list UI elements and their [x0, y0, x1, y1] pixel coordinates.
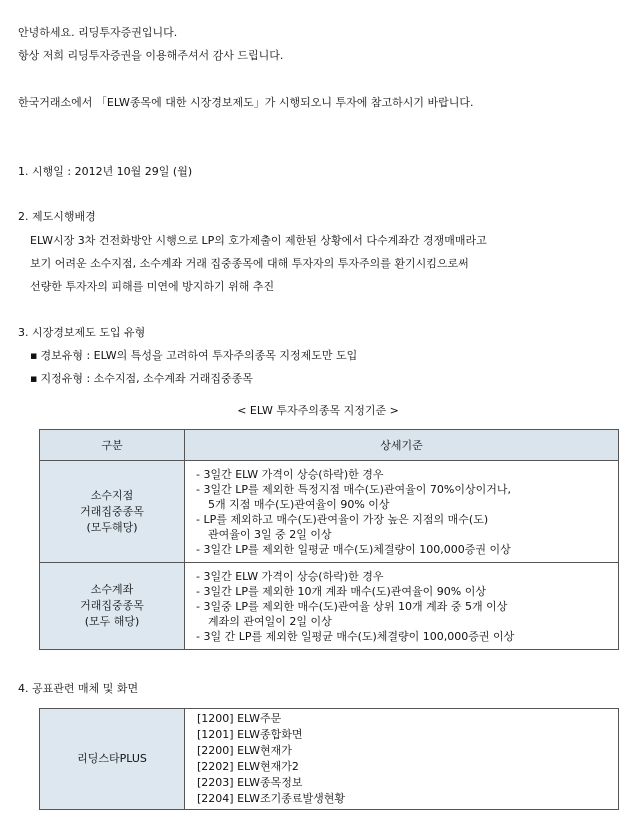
header-details: 상세기준: [185, 430, 619, 461]
criteria-row-few-accounts: [40, 563, 619, 650]
criteria-line: - 3일간 LP를 제외한 일평균 매수(도)체결량이 100,000증권 이상: [196, 542, 511, 556]
intro-text: 한국거래소에서 「ELW종목에 대한 시장경보제도」가 시행되오니 투자에 참고하시기 바랍니다.: [18, 96, 474, 109]
screen-item: [2203] ELW종목정보: [197, 776, 303, 789]
criteria-table-caption: < ELW 투자주의종목 지정기준 >: [237, 404, 399, 417]
section-3-title: 3. 시장경보제도 도입 유형: [18, 326, 146, 339]
criteria-row-few-branches: [40, 461, 619, 563]
criteria-line: 5개 지점 매수(도)관여율이 90% 이상: [208, 497, 390, 511]
criteria-line: - 3일간 ELW 가격이 상승(하락)한 경우: [196, 467, 384, 481]
section-2-line-2: 보기 어려운 소수지점, 소수계좌 거래 집중종목에 대해 투자자의 투자주의를 환기시킴으로써: [30, 257, 469, 270]
screen-item: [2204] ELW조기종료발생현황: [197, 792, 346, 805]
media-name-cell: 리딩스타PLUS: [40, 709, 185, 810]
section-2-line-3: 선량한 투자자의 피해를 미연에 방지하기 위해 추진: [30, 280, 275, 293]
screen-list-cell: [185, 709, 619, 810]
criteria-line: - LP를 제외하고 매수(도)관여율이 가장 높은 지점의 매수(도): [196, 512, 489, 526]
screen-item: [2202] ELW현재가2: [197, 760, 299, 773]
category-label: 거래집중종목: [80, 599, 144, 612]
section-3-bullet-designation-type: ▪ 지정유형 : 소수지점, 소수계좌 거래집중종목: [30, 372, 253, 386]
section-2-line-1: ELW시장 3차 건전화방안 시행으로 LP의 호가제출이 제한된 상황에서 다수계좌간 경쟁매매라고: [30, 234, 487, 247]
criteria-line: 계좌의 관여일이 2일 이상: [208, 614, 332, 628]
details-cell: [185, 563, 619, 650]
category-cell: [40, 461, 185, 563]
screen-item: [1200] ELW주문: [197, 712, 282, 725]
section-2-title: 2. 제도시행배경: [18, 210, 96, 223]
section-1-effective-date: 1. 시행일 : 2012년 10월 29일 (월): [18, 165, 193, 178]
greeting-line-1: 안녕하세요. 리딩투자증권입니다.: [18, 26, 178, 39]
header-category: 구분: [40, 430, 185, 461]
criteria-line: - 3일중 LP를 제외한 매수(도)관여율 상위 10개 계좌 중 5개 이상: [196, 599, 508, 613]
category-label: 소수지점: [90, 488, 134, 502]
criteria-line: - 3일간 LP를 제외한 특정지점 매수(도)관여율이 70%이상이거나,: [196, 482, 512, 496]
criteria-table: [39, 429, 619, 650]
category-label: (모두해당): [86, 520, 138, 534]
category-cell: [40, 563, 185, 650]
section-3-bullet-alert-type: ▪ 경보유형 : ELW의 특성을 고려하여 투자주의종목 지정제도만 도입: [30, 349, 357, 363]
criteria-line: - 3일간 LP를 제외한 10개 계좌 매수(도)관여율이 90% 이상: [196, 584, 486, 598]
criteria-line: - 3일 간 LP를 제외한 일평균 매수(도)체결량이 100,000증권 이상: [196, 629, 515, 643]
greeting-line-2: 항상 저희 리딩투자증권을 이용해주셔서 감사 드립니다.: [18, 49, 284, 62]
screen-item: [1201] ELW종합화면: [197, 728, 303, 741]
screen-item: [2200] ELW현재가: [197, 744, 292, 757]
section-4-title: 4. 공표관련 매체 및 화면: [18, 682, 139, 695]
category-label: 소수계좌: [90, 583, 134, 596]
media-table: [39, 708, 619, 810]
category-label: (모두 해당): [84, 615, 140, 628]
details-cell: [185, 461, 619, 563]
criteria-line: - 3일간 ELW 가격이 상승(하락)한 경우: [196, 569, 384, 583]
criteria-line: 관여율이 3일 중 2일 이상: [208, 527, 332, 541]
category-label: 거래집중종목: [80, 504, 144, 518]
media-row: [40, 709, 619, 810]
criteria-table-header-row: [40, 430, 619, 461]
